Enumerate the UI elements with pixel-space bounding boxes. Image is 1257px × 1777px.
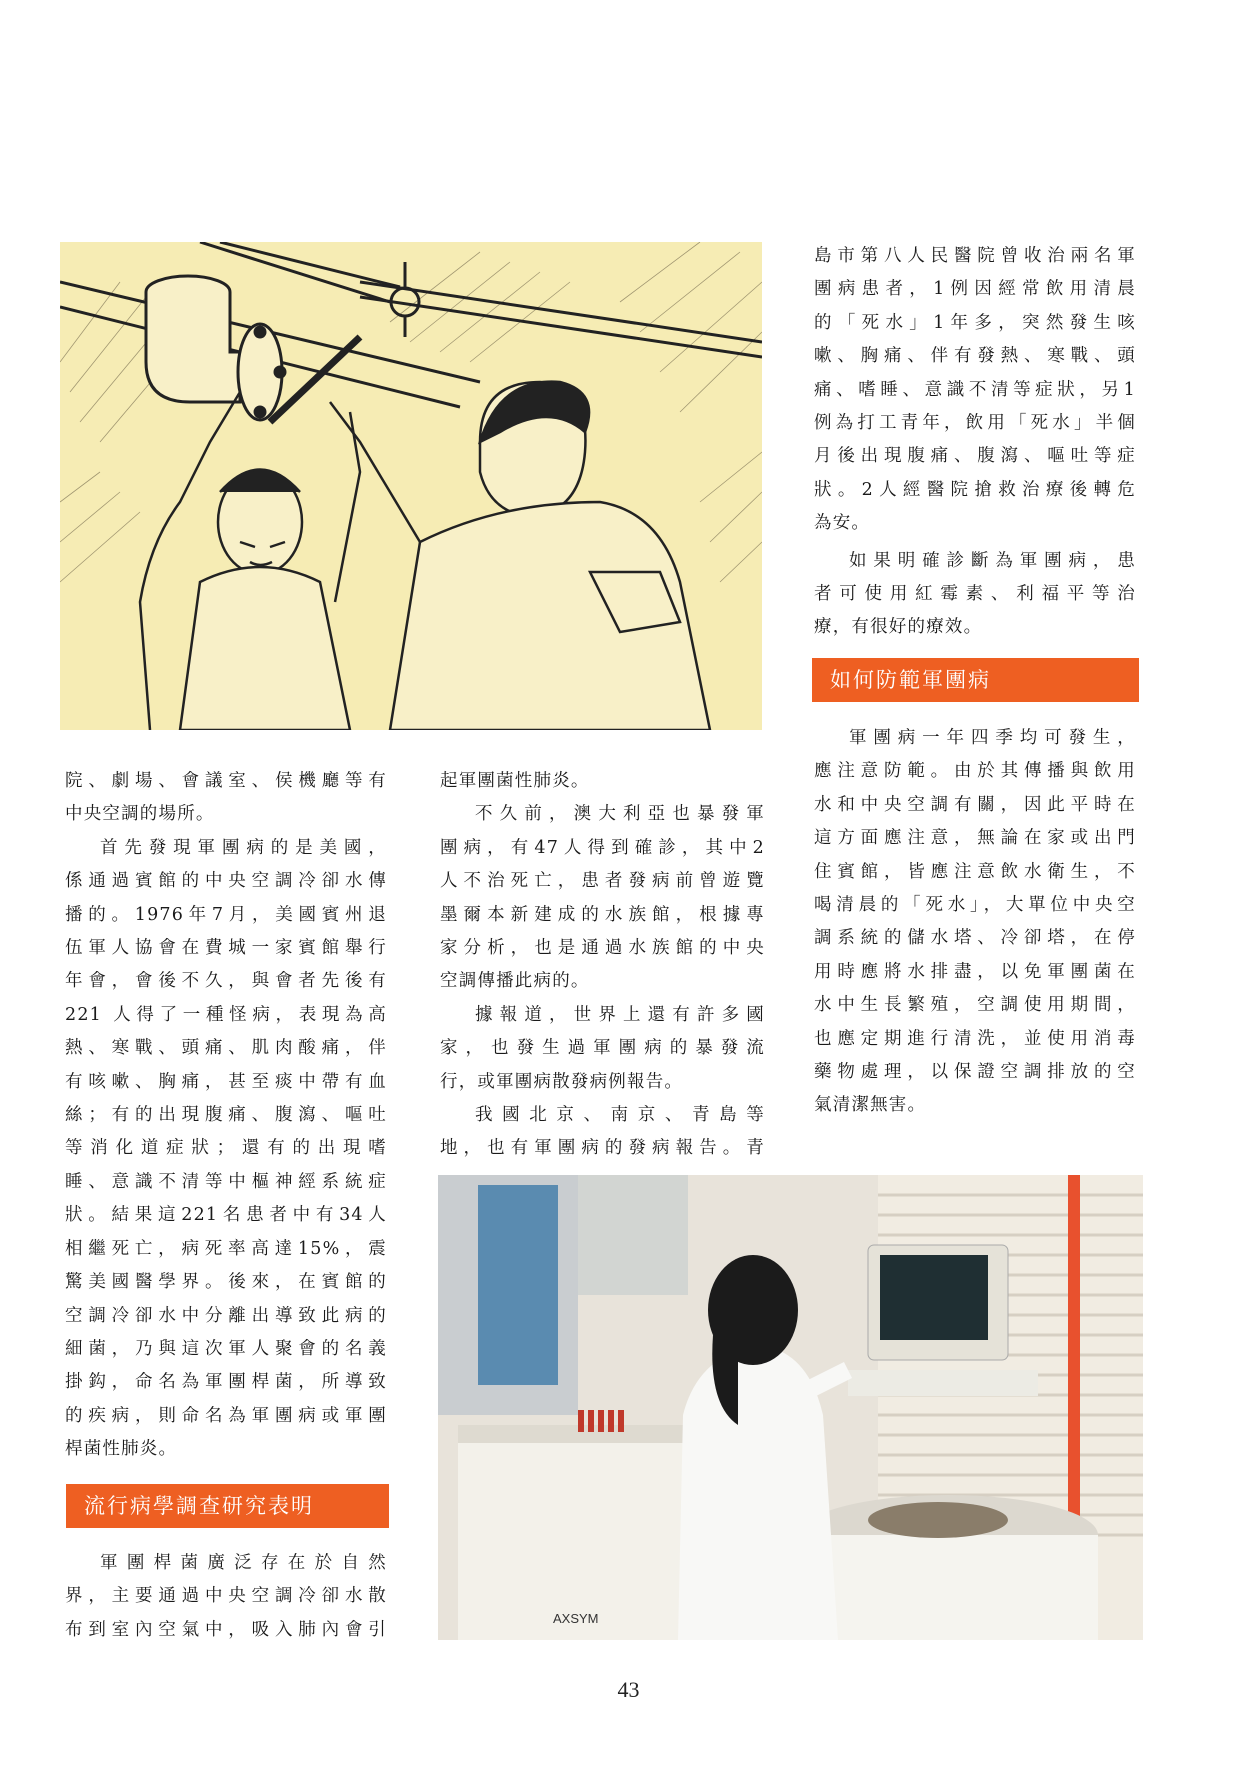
analyzer-label: AXSYM	[553, 1611, 599, 1626]
middle-column	[440, 765, 765, 1166]
section-heading-epidemiology: 流行病學調查研究表明	[66, 1484, 389, 1528]
paragraph: 首先發現軍團病的是美國， 係通過賓館的中央空調冷卻水傳 播的。1976年7月，美國賓州退 伍軍人協會在費城一家賓館舉行 年會，會後不久，與會者先後有 221 人得了一種怪病，表現為高 熱、寒戰、頭痛、肌肉酸痛，伴 有咳嗽、胸痛，甚至痰中帶有血 絲；有的出現腹痛、腹瀉、嘔吐 等消化道症狀；還有的出現嗜 睡、意識不清等中樞神經系統症 狀。結果這221名患者中有34人 相繼死亡，病死率高達15%，震 驚美國醫學界。後來，在賓館的 空調冷卻水中分離出導致此病的 細菌，乃與這次軍人聚會的名義 掛鈎，命名為軍團桿菌，所導致 的疾病，則命名為軍團病或軍團 桿菌性肺炎。	[65, 837, 387, 1460]
page-number: 43	[617, 1677, 640, 1702]
right-column-top	[814, 240, 1136, 645]
right-column-bottom	[814, 722, 1136, 1123]
paragraph: 如果明確診斷為軍團病，患 者可使用紅霉素、利福平等治 療，有很好的療效。	[814, 550, 1136, 638]
paragraph: 不久前，澳大利亞也暴發軍 團病，有47人得到確診，其中2 人不治死亡，患者發病前曾遊覽 墨爾本新建成的水族館，根據專 家分析，也是通過水族館的中央 空調傳播此病的。	[440, 804, 765, 992]
paragraph: 起軍團菌性肺炎。	[440, 771, 590, 791]
paragraph: 我國北京、南京、青島等 地，也有軍團病的發病報告。青	[440, 1105, 765, 1159]
left-column	[65, 765, 387, 1467]
paragraph: 院、劇場、會議室、侯機廳等有 中央空調的場所。	[65, 771, 387, 825]
paragraph: 島市第八人民醫院曾收治兩名軍 團病患者，1例因經常飲用清晨 的「死水」1年多，突然發生咳 嗽、胸痛、伴有發熱、寒戰、頭 痛、嗜睡、意識不清等症狀，另1 例為打工青年，飲用「死水」半個 月後出現腹痛、腹瀉、嘔吐等症 狀。2人經醫院搶救治療後轉危 為安。	[814, 246, 1136, 534]
section-heading-prevention: 如何防範軍團病	[812, 658, 1139, 702]
paragraph: 軍團病一年四季均可發生， 應注意防範。由於其傳播與飲用 水和中央空調有關，因此平時在 這方面應注意，無論在家或出門 住賓館，皆應注意飲水衛生，不 喝清晨的「死水」，大單位中央空 調系統的儲水塔、冷卻塔，在停 用時應將水排盡，以免軍團菌在 水中生長繁殖，空調使用期間， 也應定期進行清洗，並使用消毒 藥物處理，以保證空調排放的空 氣清潔無害。	[814, 728, 1136, 1116]
photo-lab-technician	[438, 1175, 1143, 1640]
illustration-workers-repairing-pipes	[60, 242, 762, 730]
paragraph: 據報道，世界上還有許多國 家，也發生過軍團病的暴發流 行，或軍團病散發病例報告。	[440, 1004, 765, 1092]
left-column-after-heading: 軍團桿菌廣泛存在於自然 界，主要通過中央空調冷卻水散 布到室內空氣中，吸入肺內會引	[65, 1553, 387, 1640]
